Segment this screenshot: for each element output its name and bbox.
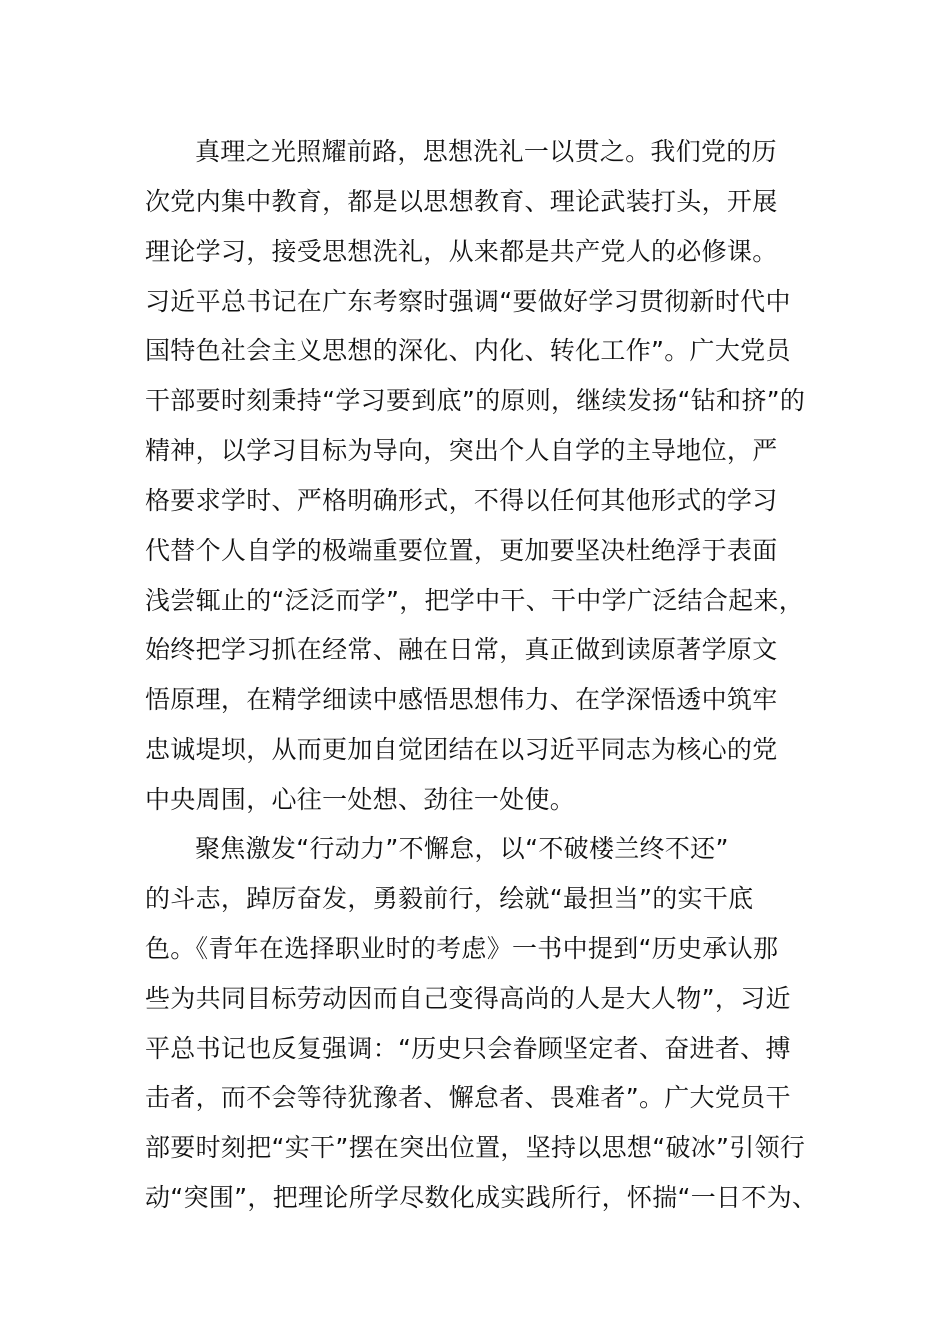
paragraph-2-line-1: 聚焦激发“行动力”不懈怠，以“不破楼兰终不还” [195, 834, 729, 863]
paragraph-1-line-1: 真理之光照耀前路，思想洗礼一以贯之。我们党的历 [195, 137, 777, 166]
paragraph-2-line-7: 部要时刻把“实干”摆在突出位置，坚持以思想“破冰”引领行 [145, 1133, 806, 1162]
paragraph-1-line-7: 精神，以学习目标为导向，突出个人自学的主导地位，严 [145, 436, 778, 465]
paragraph-1-line-6: 干部要时刻秉持“学习要到底”的原则，继续发扬“钻和挤”的 [145, 386, 806, 415]
paragraph-1-line-13: 忠诚堤坝，从而更加自觉团结在以习近平同志为核心的党 [145, 735, 778, 764]
paragraph-2-line-8: 动“突围”，把理论所学尽数化成实践所行，怀揣“一日不为、 [145, 1183, 818, 1212]
paragraph-2-line-4: 些为共同目标劳动因而自己变得高尚的人是大人物”，习近 [145, 984, 791, 1013]
paragraph-1-line-10: 浅尝辄止的“泛泛而学”，把学中干、干中学广泛结合起来， [145, 586, 805, 615]
paragraph-2-line-2: 的斗志，踔厉奋发，勇毅前行，绘就“最担当”的实干底 [145, 884, 754, 913]
paragraph-1-line-9: 代替个人自学的极端重要位置，更加要坚决杜绝浮于表面 [145, 536, 778, 565]
paragraph-2-line-5: 平总书记也反复强调：“历史只会眷顾坚定者、奋进者、搏 [145, 1034, 791, 1063]
paragraph-1-line-5: 国特色社会主义思想的深化、内化、转化工作”。广大党员 [145, 336, 791, 365]
paragraph-2-line-6: 击者，而不会等待犹豫者、懈怠者、畏难者”。广大党员干 [145, 1083, 791, 1112]
paragraph-1-line-4: 习近平总书记在广东考察时强调“要做好学习贯彻新时代中 [145, 287, 791, 316]
paragraph-2-line-3: 色。《青年在选择职业时的考虑》一书中提到“历史承认那 [145, 934, 779, 963]
paragraph-1-line-14: 中央周围，心往一处想、劲往一处使。 [145, 785, 576, 814]
paragraph-1-line-8: 格要求学时、严格明确形式，不得以任何其他形式的学习 [145, 486, 778, 515]
paragraph-1-line-12: 悟原理，在精学细读中感悟思想伟力、在学深悟透中筑牢 [145, 685, 778, 714]
paragraph-1-line-11: 始终把学习抓在经常、融在日常，真正做到读原著学原文 [145, 635, 778, 664]
paragraph-1-line-2: 次党内集中教育，都是以思想教育、理论武装打头，开展 [145, 187, 778, 216]
paragraph-1-line-3: 理论学习，接受思想洗礼，从来都是共产党人的必修课。 [145, 237, 778, 266]
